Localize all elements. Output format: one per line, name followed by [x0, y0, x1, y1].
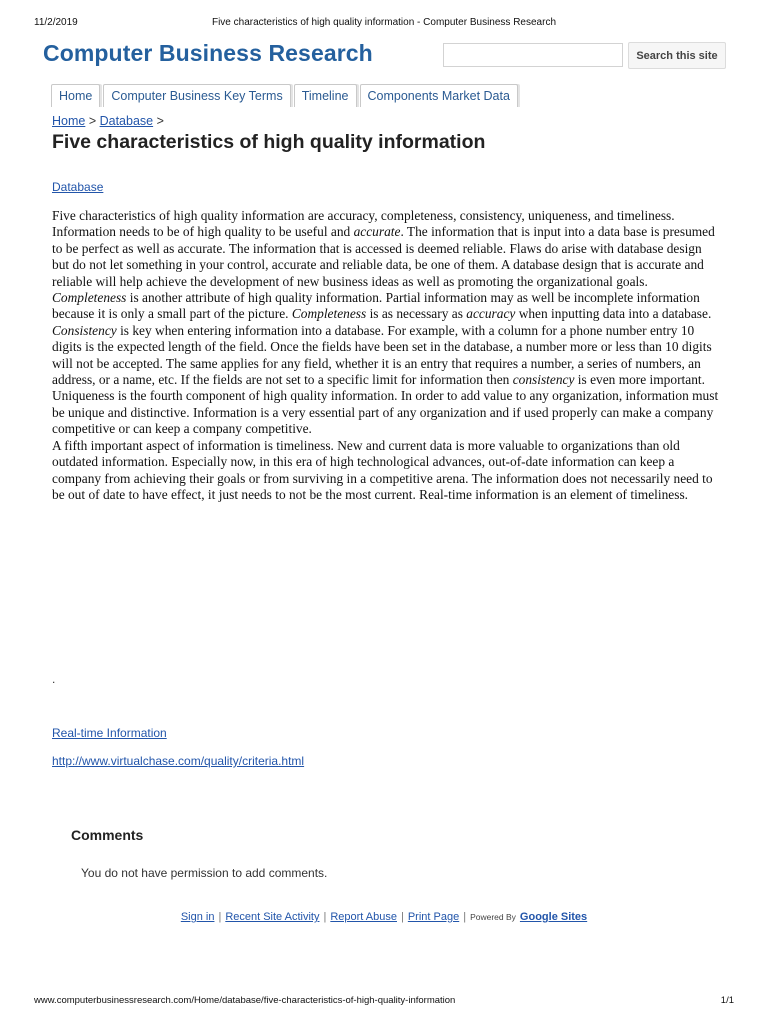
tab-key-terms[interactable]: Computer Business Key Terms [103, 84, 290, 107]
site-title[interactable]: Computer Business Research [43, 40, 373, 66]
stray-dot: . [52, 672, 56, 686]
google-sites-link[interactable]: Google Sites [519, 911, 588, 923]
breadcrumb-sep: > [85, 114, 100, 128]
source-url-link[interactable]: http://www.virtualchase.com/quality/criteria.html [52, 754, 305, 768]
comments-permission-message: You do not have permission to add comments. [81, 866, 328, 880]
tab-home[interactable]: Home [51, 84, 100, 107]
category-link[interactable]: Database [52, 180, 104, 194]
paragraph-consistency [52, 323, 720, 389]
emphasis: Completeness [291, 306, 367, 322]
paragraph-timeliness: A fifth important aspect of information is timeliness. New and current data is more valuable to organizations than old outdated information. Especially now, in this era of high technological advances, out-of-date information can keep a company from achieving their goals or from surviving in a competitive arena. The information does not necessarily need to be out of date to have effect, it just needs to not be the most current. Real-time information is an element of timeliness. [52, 437, 713, 502]
breadcrumb-database[interactable]: Database [99, 114, 154, 128]
paragraph-intro: Five characteristics of high quality information are accuracy, completeness, consistency, uniqueness, and timeliness. [52, 208, 675, 223]
print-header [34, 17, 734, 31]
breadcrumb [52, 114, 164, 128]
text: is key when entering information into a database. For example, with a column for a phone number entry 10 digits is the expected length of the field. Once the fields have been set in the database, a number more or less than 10 digits will not be accepted. The same applies for any field, whether it is an entry that requires a number, a series of numbers, an address, or a name, etc. If the fields are not set to a specific limit for information then [52, 322, 712, 388]
realtime-information-link[interactable]: Real-time Information [52, 726, 167, 740]
emphasis: consistency [512, 372, 575, 388]
tab-timeline[interactable]: Timeline [294, 84, 357, 107]
emphasis: accurate [353, 224, 401, 240]
search-input[interactable] [443, 43, 623, 67]
emphasis: Completeness [52, 290, 127, 306]
search-button[interactable]: Search this site [628, 42, 726, 69]
print-page-link[interactable]: Print Page [407, 911, 460, 923]
breadcrumb-home[interactable]: Home [52, 114, 86, 128]
breadcrumb-sep: > [153, 114, 164, 128]
site-footer [0, 911, 768, 923]
footer-separator: | [218, 911, 222, 923]
article-body [52, 208, 720, 503]
text: when inputting data into a database. [515, 306, 712, 322]
footer-separator: | [400, 911, 404, 923]
print-date: 11/2/2019 [34, 17, 78, 28]
page-title: Five characteristics of high quality information [52, 131, 486, 153]
print-title: Five characteristics of high quality information - Computer Business Research [211, 17, 557, 28]
paragraph-accuracy [52, 224, 720, 290]
paragraph-uniqueness: Uniqueness is the fourth component of high quality information. In order to add value to any organization, information must be unique and distinctive. Information is a very essential part of any organization and if used properly can make a company competitive or can keep a company competitive. [52, 388, 719, 437]
footer-separator: | [463, 911, 467, 923]
text: is another attribute of high quality information. Partial information may as well be incomplete information because it is only a small part of the picture. [52, 290, 700, 322]
print-footer [34, 995, 734, 1006]
emphasis: accuracy [466, 306, 516, 322]
tab-market-data[interactable]: Components Market Data [360, 84, 518, 107]
nav-tabs [51, 84, 521, 108]
text: is even more important. [574, 372, 705, 388]
print-page-number: 1/1 [720, 995, 734, 1006]
recent-activity-link[interactable]: Recent Site Activity [225, 911, 320, 923]
footer-separator: | [323, 911, 327, 923]
paragraph-completeness [52, 290, 720, 323]
powered-by-label: Powered By [470, 912, 516, 922]
text: is as necessary as [366, 306, 467, 322]
text: Information needs to be of high quality to be useful and [52, 224, 354, 240]
text: . The information that is input into a data base is presumed to be perfect as well as accurate. The information that is accessed is deemed reliable. Flaws do arise with database design but do not let something in your control, accurate and reliable data, be one of them. A database design that is accurate and reliable will help achieve the development of new business ideas as well as promoting the organizational goals. [52, 224, 715, 289]
print-url: www.computerbusinessresearch.com/Home/database/five-characteristics-of-high-quality-information [34, 995, 456, 1006]
emphasis: Consistency [52, 322, 117, 338]
report-abuse-link[interactable]: Report Abuse [330, 911, 397, 923]
comments-heading: Comments [71, 827, 144, 843]
sign-in-link[interactable]: Sign in [180, 911, 215, 923]
